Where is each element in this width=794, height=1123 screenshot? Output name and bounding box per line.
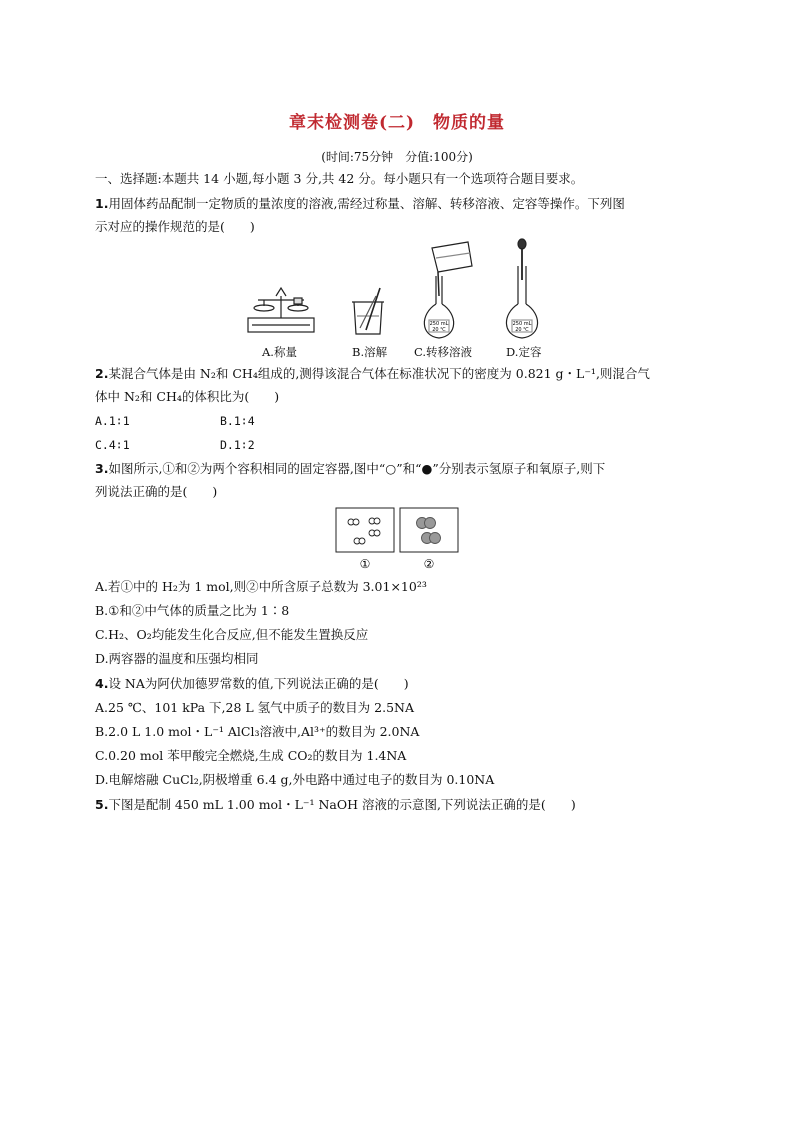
q5-text: 下图是配制 450 mL 1.00 mol・L⁻¹ NaOH 溶液的示意图,下列说法正确的是( ) <box>108 797 576 812</box>
q2-option-c: C.4∶1 <box>95 438 130 452</box>
q4-option-c: C.0.20 mol 苯甲酸完全燃烧,生成 CO₂的数目为 1.4NA <box>95 748 407 763</box>
q4-number: 4. <box>95 676 109 691</box>
q4-option-a: A.25 ℃、101 kPa 下,28 L 氢气中质子的数目为 2.5NA <box>95 700 414 715</box>
q5-number: 5. <box>95 797 109 812</box>
q1-number: 1. <box>95 196 109 211</box>
q1-caption-c: C.转移溶液 <box>414 345 473 359</box>
q4-option-b: B.2.0 L 1.0 mol・L⁻¹ AlCl₃溶液中,Al³⁺的数目为 2.0NA <box>95 724 420 739</box>
hydrogen-molecules-icon <box>348 518 380 544</box>
q3-containers-figure <box>334 506 464 570</box>
q5-line1 <box>95 796 576 814</box>
q3-line1 <box>95 460 605 478</box>
q4-text: 设 NA为阿伏加德罗常数的值,下列说法正确的是( ) <box>108 676 409 691</box>
q3-option-d: D.两容器的温度和压强均相同 <box>95 651 259 666</box>
q1-caption-b: B.溶解 <box>352 345 388 359</box>
q2-option-a: A.1∶1 <box>95 414 130 428</box>
oxygen-molecules-icon <box>417 518 441 544</box>
q2-number: 2. <box>95 366 109 381</box>
flask-c-temp: 20 ℃ <box>432 327 446 333</box>
container-1 <box>336 508 394 552</box>
container-1-label: ① <box>359 557 371 570</box>
q1-caption-a: A.称量 <box>262 345 297 359</box>
q2-text: 某混合气体是由 N₂和 CH₄组成的,测得该混合气体在标准状况下的密度为 0.821 g・L⁻¹,则混合气 <box>108 366 650 381</box>
q1-line1 <box>95 195 625 213</box>
exam-info: (时间:75分钟 分值:100分) <box>321 150 473 164</box>
q2-option-b: B.1∶4 <box>220 414 255 428</box>
q2-line1 <box>95 365 650 383</box>
flask-d-temp: 20 ℃ <box>515 327 529 333</box>
q3-text: 如图所示,①和②为两个容积相同的固定容器,图中“○”和“●”分别表示氢原子和氧原子,则下 <box>108 461 606 476</box>
flask-d-volume: 250 mL <box>512 321 532 327</box>
q3-option-c: C.H₂、O₂均能发生化合反应,但不能发生置换反应 <box>95 627 369 642</box>
q1-text: 用固体药品配制一定物质的量浓度的溶液,需经过称量、溶解、转移溶液、定容等操作。下列图 <box>108 196 625 211</box>
beaker-icon <box>352 288 384 334</box>
section-heading: 一、选择题:本题共 14 小题,每小题 3 分,共 42 分。每小题只有一个选项符合题目要求。 <box>95 171 584 186</box>
q3-option-b: B.①和②中气体的质量之比为 1∶8 <box>95 603 290 618</box>
container-2 <box>400 508 458 552</box>
q3-number: 3. <box>95 461 109 476</box>
page-title: 章末检测卷(二) 物质的量 <box>288 113 506 133</box>
balance-icon <box>248 288 314 332</box>
q4-option-d: D.电解熔融 CuCl₂,阴极增重 6.4 g,外电路中通过电子的数目为 0.10NA <box>95 772 495 787</box>
q2-line2: 体中 N₂和 CH₄的体积比为( ) <box>95 389 280 404</box>
q3-line2: 列说法正确的是( ) <box>95 484 218 499</box>
q3-option-a: A.若①中的 H₂为 1 mol,则②中所含原子总数为 3.01×10²³ <box>95 579 427 594</box>
q1-caption-d: D.定容 <box>506 345 542 359</box>
flask-c-volume: 250 mL <box>429 321 449 327</box>
q2-option-d: D.1∶2 <box>220 438 255 452</box>
q1-line2: 示对应的操作规范的是( ) <box>95 219 255 234</box>
q4-line1 <box>95 675 409 693</box>
container-2-label: ② <box>423 557 435 570</box>
